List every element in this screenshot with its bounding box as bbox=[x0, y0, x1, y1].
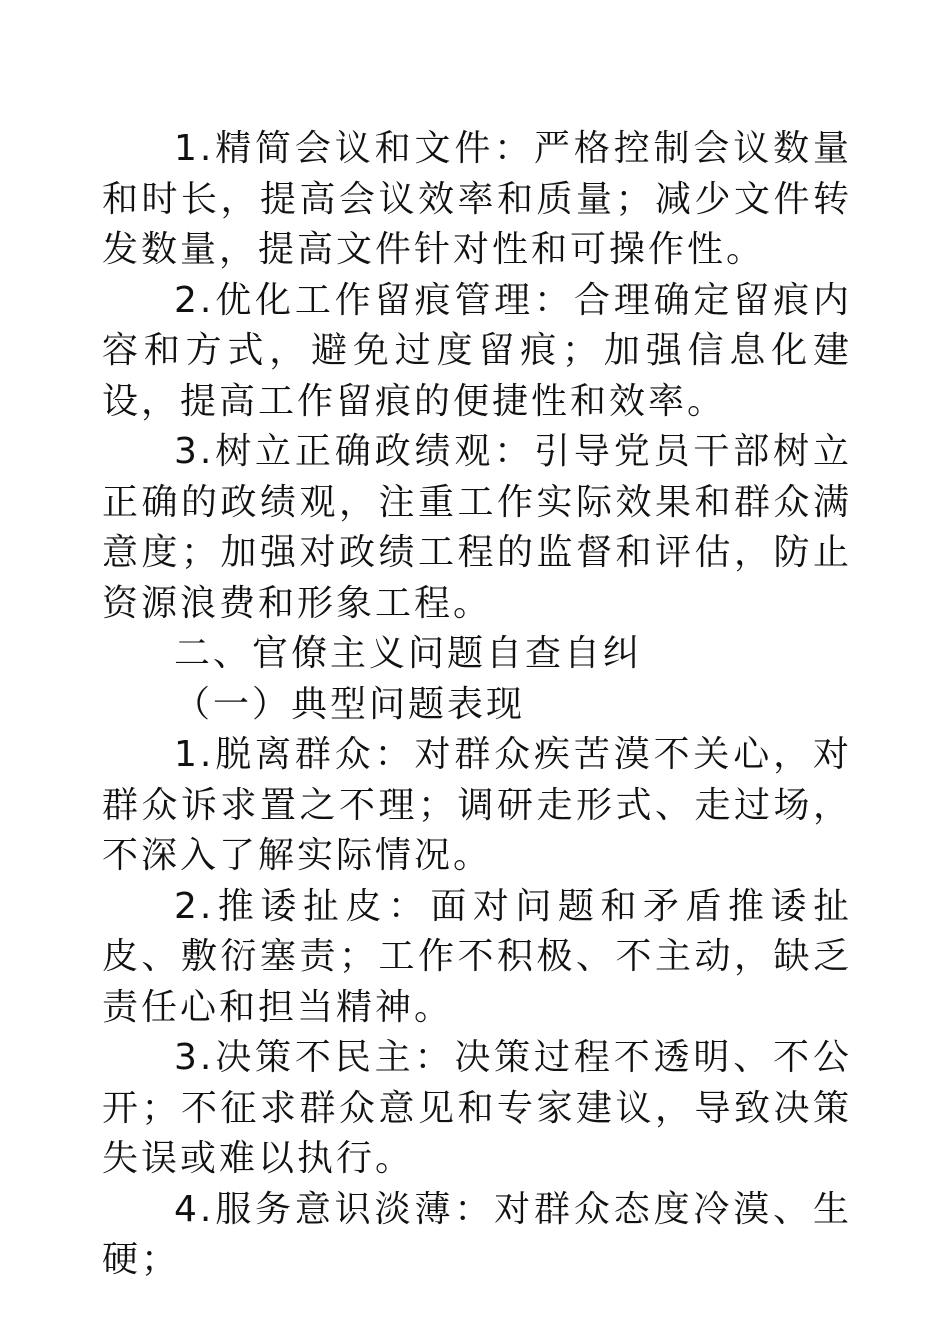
paragraph-measure-meetings-documents: 1.精简会议和文件：严格控制会议数量和时长，提高会议效率和质量；减少文件转发数量，提高文件针对性和可操作性。 bbox=[102, 128, 852, 270]
paragraph-measure-performance-view: 3.树立正确政绩观：引导党员干部树立正确的政绩观，注重工作实际效果和群众满意度；加强对政绩工程的监督和评估，防止资源浪费和形象工程。 bbox=[102, 431, 852, 624]
paragraph-problem-buck-passing: 2.推诿扯皮：面对问题和矛盾推诿扯皮、敷衍塞责；工作不积极、不主动，缺乏责任心和担当精神。 bbox=[102, 885, 852, 1028]
paragraph-problem-undemocratic-decisions: 3.决策不民主：决策过程不透明、不公开；不征求群众意见和专家建议，导致决策失误或难以执行。 bbox=[102, 1037, 852, 1179]
paragraph-problem-weak-service-awareness: 4.服务意识淡薄：对群众态度冷漠、生硬； bbox=[102, 1188, 852, 1280]
subsection-heading-typical-problems: （一）典型问题表现 bbox=[174, 683, 526, 725]
paragraph-problem-detached-from-masses: 1.脱离群众：对群众疾苦漠不关心，对群众诉求置之不理；调研走形式、走过场，不深入了解实际情况。 bbox=[102, 734, 852, 876]
document-body bbox=[102, 124, 852, 1286]
section-heading-bureaucratism: 二、官僚主义问题自查自纠 bbox=[174, 633, 643, 674]
paragraph-measure-work-traces: 2.优化工作留痕管理：合理确定留痕内容和方式，避免过度留痕；加强信息化建设，提高工作留痕的便捷性和效率。 bbox=[102, 279, 852, 422]
